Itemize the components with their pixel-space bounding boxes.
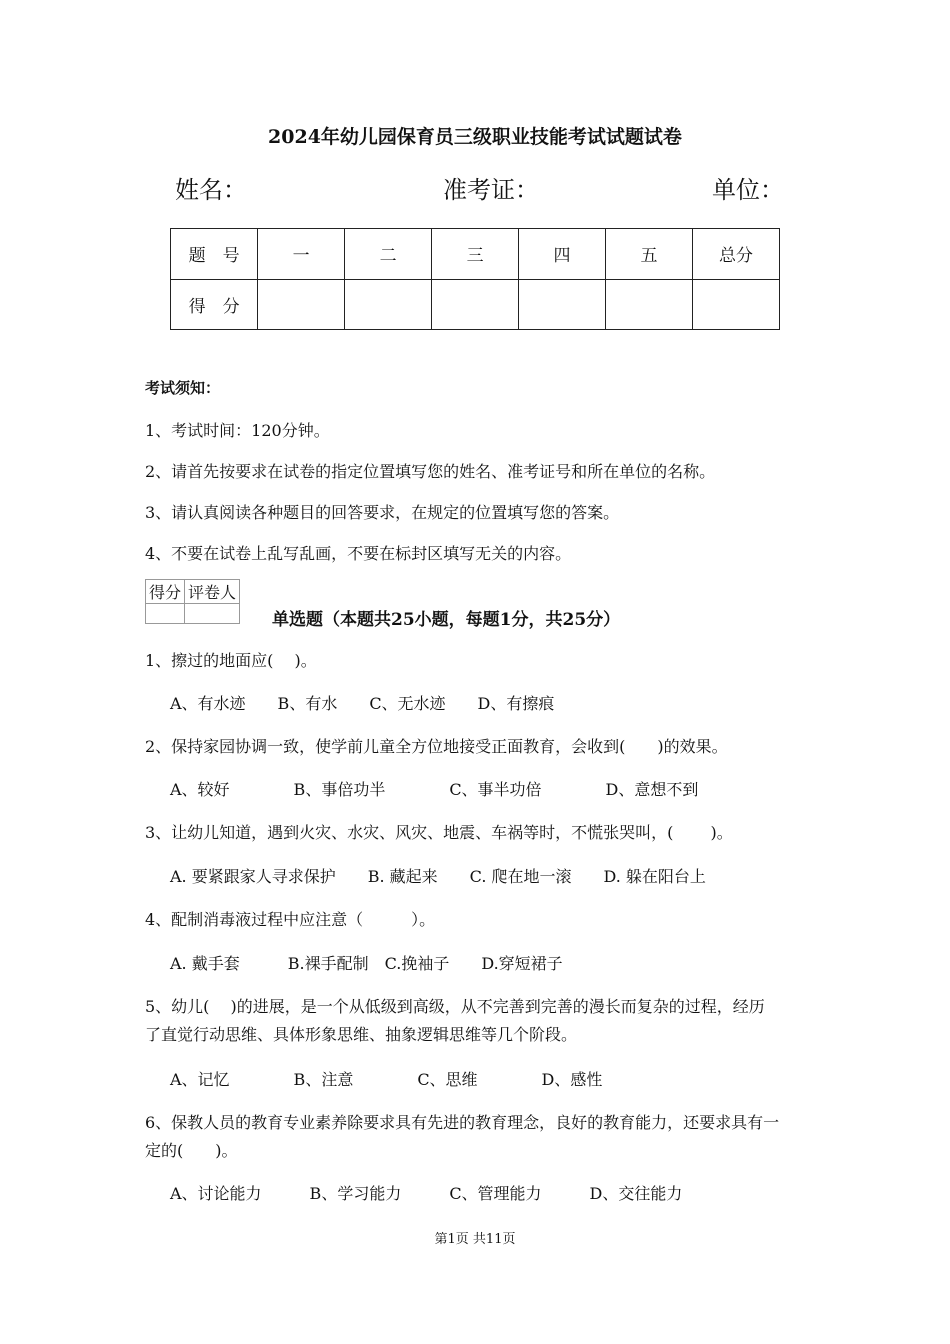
score-header-cell: 二 — [345, 229, 432, 280]
grader-name-label: 评卷人 — [185, 580, 240, 604]
grader-blank-cell — [146, 604, 185, 624]
question-text: 2、保持家园协调一致，使学前儿童全方位地接受正面教育，会收到( )的效果。 — [145, 737, 728, 756]
score-blank-cell — [519, 279, 606, 330]
question-text: 4、配制消毒液过程中应注意（ ）。 — [145, 910, 436, 929]
question-options: A、讨论能力 B、学习能力 C、管理能力 D、交往能力 — [170, 1184, 683, 1203]
notice-item: 2、请首先按要求在试卷的指定位置填写您的姓名、准考证号和所在单位的名称。 — [145, 462, 716, 481]
question-options: A、记忆 B、注意 C、思维 D、感性 — [170, 1070, 603, 1089]
score-header-cell: 四 — [519, 229, 606, 280]
score-table — [170, 228, 780, 330]
notice-item: 4、不要在试卷上乱写乱画，不要在标封区填写无关的内容。 — [145, 544, 572, 563]
notice-item: 3、请认真阅读各种题目的回答要求，在规定的位置填写您的答案。 — [145, 503, 620, 522]
question-options: A、较好 B、事倍功半 C、事半功倍 D、意想不到 — [170, 780, 699, 799]
score-header-cell: 一 — [258, 229, 345, 280]
grader-score-label: 得分 — [146, 580, 185, 604]
question-text: 了直觉行动思维、具体形象思维、抽象逻辑思维等几个阶段。 — [145, 1025, 578, 1044]
score-table-header-row — [171, 229, 780, 280]
score-header-cell: 题 号 — [171, 229, 258, 280]
page-title: 2024年幼儿园保育员三级职业技能考试试题试卷 — [268, 126, 682, 148]
question-text: 5、幼儿( )的进展，是一个从低级到高级，从不完善到完善的漫长而复杂的过程，经历 — [145, 997, 765, 1016]
question-text: 3、让幼儿知道，遇到火灾、水灾、风灾、地震、车祸等时，不慌张哭叫，( )。 — [145, 823, 733, 842]
score-blank-cell — [258, 279, 345, 330]
notice-item: 1、考试时间：120分钟。 — [145, 421, 330, 440]
score-header-cell: 总分 — [692, 229, 779, 280]
score-row-label: 得 分 — [171, 279, 258, 330]
exam-id-field-label: 准考证： — [443, 176, 539, 204]
score-table-score-row — [171, 279, 780, 330]
question-text: 6、保教人员的教育专业素养除要求具有先进的教育理念，良好的教育能力，还要求具有一 — [145, 1113, 780, 1132]
grader-blank-cell — [185, 604, 240, 624]
notice-heading: 考试须知： — [145, 379, 221, 397]
score-blank-cell — [606, 279, 693, 330]
question-text: 1、擦过的地面应( )。 — [145, 651, 317, 670]
score-blank-cell — [432, 279, 519, 330]
question-options: A. 戴手套 B.裸手配制 C.挽袖子 D.穿短裙子 — [170, 954, 563, 973]
score-blank-cell — [345, 279, 432, 330]
name-field-label: 姓名： — [175, 176, 247, 204]
section-title: 单选题（本题共25小题，每题1分，共25分） — [272, 610, 621, 630]
score-header-cell: 三 — [432, 229, 519, 280]
score-blank-cell — [692, 279, 779, 330]
unit-field-label: 单位： — [712, 176, 784, 204]
question-options: A. 要紧跟家人寻求保护 B. 藏起来 C. 爬在地一滚 D. 躲在阳台上 — [170, 867, 706, 886]
question-text: 定的( )。 — [145, 1141, 238, 1160]
question-options: A、有水迹 B、有水 C、无水迹 D、有擦痕 — [170, 694, 555, 713]
score-header-cell: 五 — [606, 229, 693, 280]
grader-box — [145, 579, 240, 624]
page-footer: 第1页 共11页 — [434, 1232, 516, 1247]
